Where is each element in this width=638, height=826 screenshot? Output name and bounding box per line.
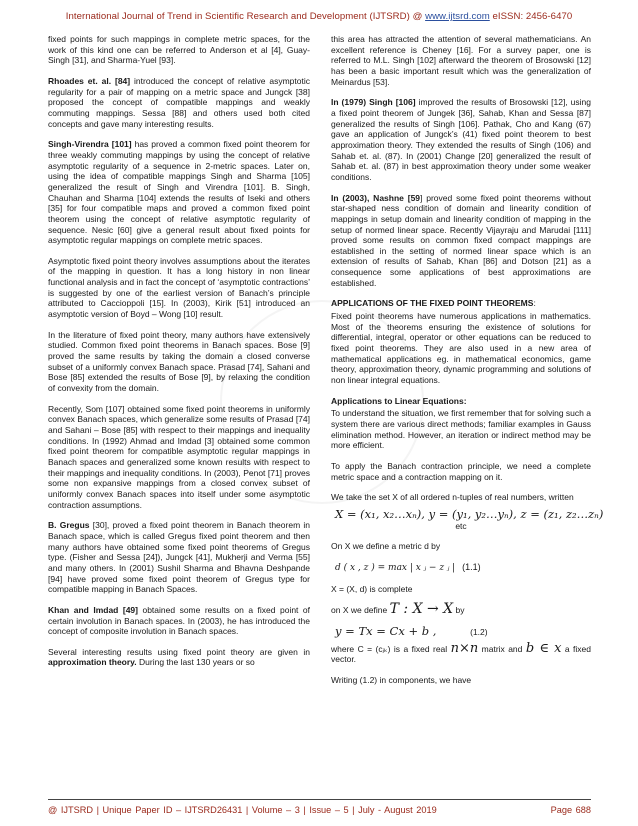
footer-info: @ IJTSRD | Unique Paper ID – IJTSRD26431 | Volume – 3 | Issue – 5 | July - August 2019 xyxy=(48,805,437,815)
journal-url-link[interactable]: www.ijtsrd.com xyxy=(425,11,490,22)
equation-etc: etc xyxy=(455,520,467,531)
paragraph: fixed points for such mappings in complete metric spaces, for the work of this kind one can be referred to Anderson et al [4], Guay-Singh [31], and Sharma-Yuel [93]. xyxy=(48,34,310,66)
paragraph xyxy=(48,520,310,595)
paragraph: Asymptotic fixed point theory involves assumptions about the iterates of the mapping in question. It has a long history in non linear functional analysis and in fact the concept of ‘asymptotic contractions’ is suggested by one of the earliest version of Banach’s principle attributed to Caccioppoli [15]. In (2003), Kirik [51] introduced an asymptotic version of Boyd – Wong [10] result. xyxy=(48,255,310,320)
section-heading-text: APPLICATIONS OF THE FIXED POINT THEOREMS xyxy=(331,298,534,309)
left-column xyxy=(48,34,310,678)
paragraph xyxy=(331,193,591,289)
footer-divider xyxy=(48,799,591,800)
paragraph: X = (X, d) is complete xyxy=(331,583,413,594)
emphasis: approximation theory. xyxy=(48,657,137,668)
paragraph: On X we define a metric d by xyxy=(331,541,441,552)
paragraph xyxy=(48,605,310,637)
author-ref: Rhoades et. al. [84] xyxy=(48,75,131,86)
paragraph-text: where C = (cⱼₖ) is a fixed real xyxy=(331,643,448,654)
paragraph xyxy=(48,647,310,668)
equation-map xyxy=(335,623,591,638)
heading-colon: : xyxy=(533,298,536,309)
subsection-heading: Applications to Linear Equations: xyxy=(331,395,467,406)
paragraph-text: by xyxy=(455,605,465,616)
equation-metric-expr: d ( x , z ) = max | x ⱼ − z ⱼ | xyxy=(335,562,456,573)
journal-header xyxy=(0,11,638,22)
paragraph xyxy=(331,601,591,618)
author-ref: Khan and Imdad [49] xyxy=(48,604,138,615)
right-column xyxy=(331,34,604,696)
author-ref: In (1979) Singh [106] xyxy=(331,97,416,108)
equation-metric xyxy=(335,562,591,574)
journal-eissn: eISSN: 2456-6470 xyxy=(492,11,573,22)
paragraph: To apply the Banach contraction principle, we need a complete metric space and a contraction mapping on it. xyxy=(331,460,591,482)
journal-name: International Journal of Trend in Scientific Research and Development (IJTSRD) xyxy=(65,11,410,22)
author-ref: B. Gregus xyxy=(48,520,90,531)
paragraph-text: ] proved some fixed point theorems without star-shaped ness condition of domain and linearity condition of mappings in setup domain and linearity condition of mapping in the setup of normed linear space. Recently Vijayraju and Marudai [111] proved some results on common fixed compact mappings are established in the setting of normed linear space which is an extension of results of Sahab, Khan [86] and Dotson [21] as a consequence some applications of best approximations are established. xyxy=(331,192,592,288)
inline-math: b ∈ x xyxy=(525,640,562,656)
paragraph: Fixed point theorems have numerous applications in mathematics. Most of the theorems ensuring the existence of solutions for differential, integral, operator or other equations can be reduced to fixed point theorems. They are also used in a new area of mathematical applications eg. in mathematical economics, game theory, approximation theory, dynamic programming and solutions of non linear integral equations. xyxy=(331,311,591,386)
equation-tuples: X = (x₁, x₂…xₙ), y = (y₁, y₂…yₙ), z = (z₁, z₂…zₙ) xyxy=(335,506,604,521)
paragraph-text: matrix and xyxy=(481,643,523,654)
paragraph-text: on X we define xyxy=(331,605,388,616)
paragraph: In the literature of fixed point theory, many authors have extensively studied. Common fixed point theorems in Banach spaces. Bose [9] proved the same results by taking the domain a closed converse subset of a uniformly convex Banach space. Prasad [74], Sahani and Bose [85] extended the results of Bose [9], by relaxing the condition of convexity from the domain. xyxy=(48,329,310,394)
section-heading xyxy=(331,298,591,309)
paragraph: We take the set X of all ordered n-tuples of real numbers, written xyxy=(331,492,574,503)
author-ref: In (2003), Nashne [59 xyxy=(331,192,421,203)
paragraph xyxy=(331,640,591,665)
paragraph-text: [30], proved a fixed point theorem in Banach theorem in Banach space, which is called Gregus fixed point theorem and then many authors have obtained some fixed point theorems of Gregus type. (Fisher and Sessa [24]), Jungck [41], Mukherji and Verma [55] and many others. In (2001) Sushil Sharma and Bhavna Deshpande [94] have proved some fixed point theorem of Gregus type for compatible mapping in Banach Spaces. xyxy=(48,520,311,595)
paragraph: Recently, Som [107] obtained some fixed point theorems in uniformly convex Banach spaces, which generalize some results of Prasad [74] and Sahani – Bose [85] with respect to their mappings and inequality conditions. In (1992) Ahmad and Imdad [3] obtained some common fixed point theorem for compatible asymptotic regular mappings in Banach spaces and generalized some known results with respect to their mappings and inequality conditions. In (2003), Penot [71] proves some non expansive mappings from a closed convex subset of uniformly convex Banach spaces into itself under some asymptotic contraction assumptions. xyxy=(48,403,310,510)
paragraph: this area has attracted the attention of several mathematicians. An excellent reference is Cheney [16]. For a survey paper, one is referred to M.L. Singh [102] afterward the theorem of Brosowski [12] has been a basic important result which was the generalization of Meinardus [53]. xyxy=(331,34,591,87)
paragraph-text: obtained some results on a fixed point of certain involution in Banach spaces. In (2003), he has introduced the concept of composite involution in Banach spaces. xyxy=(48,604,311,637)
header-at: @ xyxy=(412,11,423,22)
paragraph: Writing (1.2) in components, we have xyxy=(331,674,472,685)
equation-number: (1.2) xyxy=(470,626,488,637)
inline-math: n×n xyxy=(450,640,479,656)
paragraph: To understand the situation, we first remember that for solving such a system there are various direct methods; familiar examples in Gauss elimination method. However, an iteration or indirect method may be more efficient. xyxy=(331,408,591,451)
paragraph xyxy=(48,139,310,246)
paragraph-text: a fixed vector. xyxy=(331,643,591,665)
paragraph-text: During the last 130 years or so xyxy=(136,657,255,668)
paragraph-text: Several interesting results using fixed point theory are given in xyxy=(48,646,310,657)
paragraph-text: introduced the concept of relative asymptotic regularity for a pair of mapping on a metric space and Jungck [38] proposed the concept of compatible mappings and weakly commuting mappings. Sessa [88] and others used both cited concepts and gave many interesting results. xyxy=(48,75,310,129)
inline-math: T : X → X xyxy=(389,601,454,618)
paragraph-text: has proved a common fixed point theorem for three weakly commuting mappings by using the concept of relative asymptotic regularity of a sequence in 2-metric spaces. Later on, using the idea of compatible mappings Singh and Sharma [105] generalized the result of Singh and Virendra [101]. B. Singh, Chauhan and Sharma [104] extends the results of Iseki and others [35] for four compatible maps and proved a common fixed point theorem using the concept of relative asymptotic regularity of sequence. Nesic [60] give a general result about fixed points for asymptotic regular mappings on complete metric spaces. xyxy=(48,139,310,246)
paragraph-text: improved the results of Brosowski [12], using a fixed point theorem of Jungek [36], Sahab, Khan and Sessa [87] generalized the results of Singh [106]. Pathak, Cho and Kang (67) gave an application of Jungck’s (41) fixed point theorem to best approximation theory. They extended the results of Singh (106) and Sahab et. al. (87). In (2001) Change [20] generalized the result of Sahab et. al. (87) in best approximation theory under some weaker conditions. xyxy=(331,97,591,182)
equation-map-expr: y = Tx = Cx + b , xyxy=(335,623,437,638)
page-number: Page 688 xyxy=(550,805,591,815)
author-ref: Singh-Virendra [101] xyxy=(48,139,132,150)
paragraph xyxy=(331,97,591,182)
equation-number: (1.1) xyxy=(462,561,481,572)
page-footer xyxy=(48,805,591,815)
paragraph xyxy=(48,76,310,129)
